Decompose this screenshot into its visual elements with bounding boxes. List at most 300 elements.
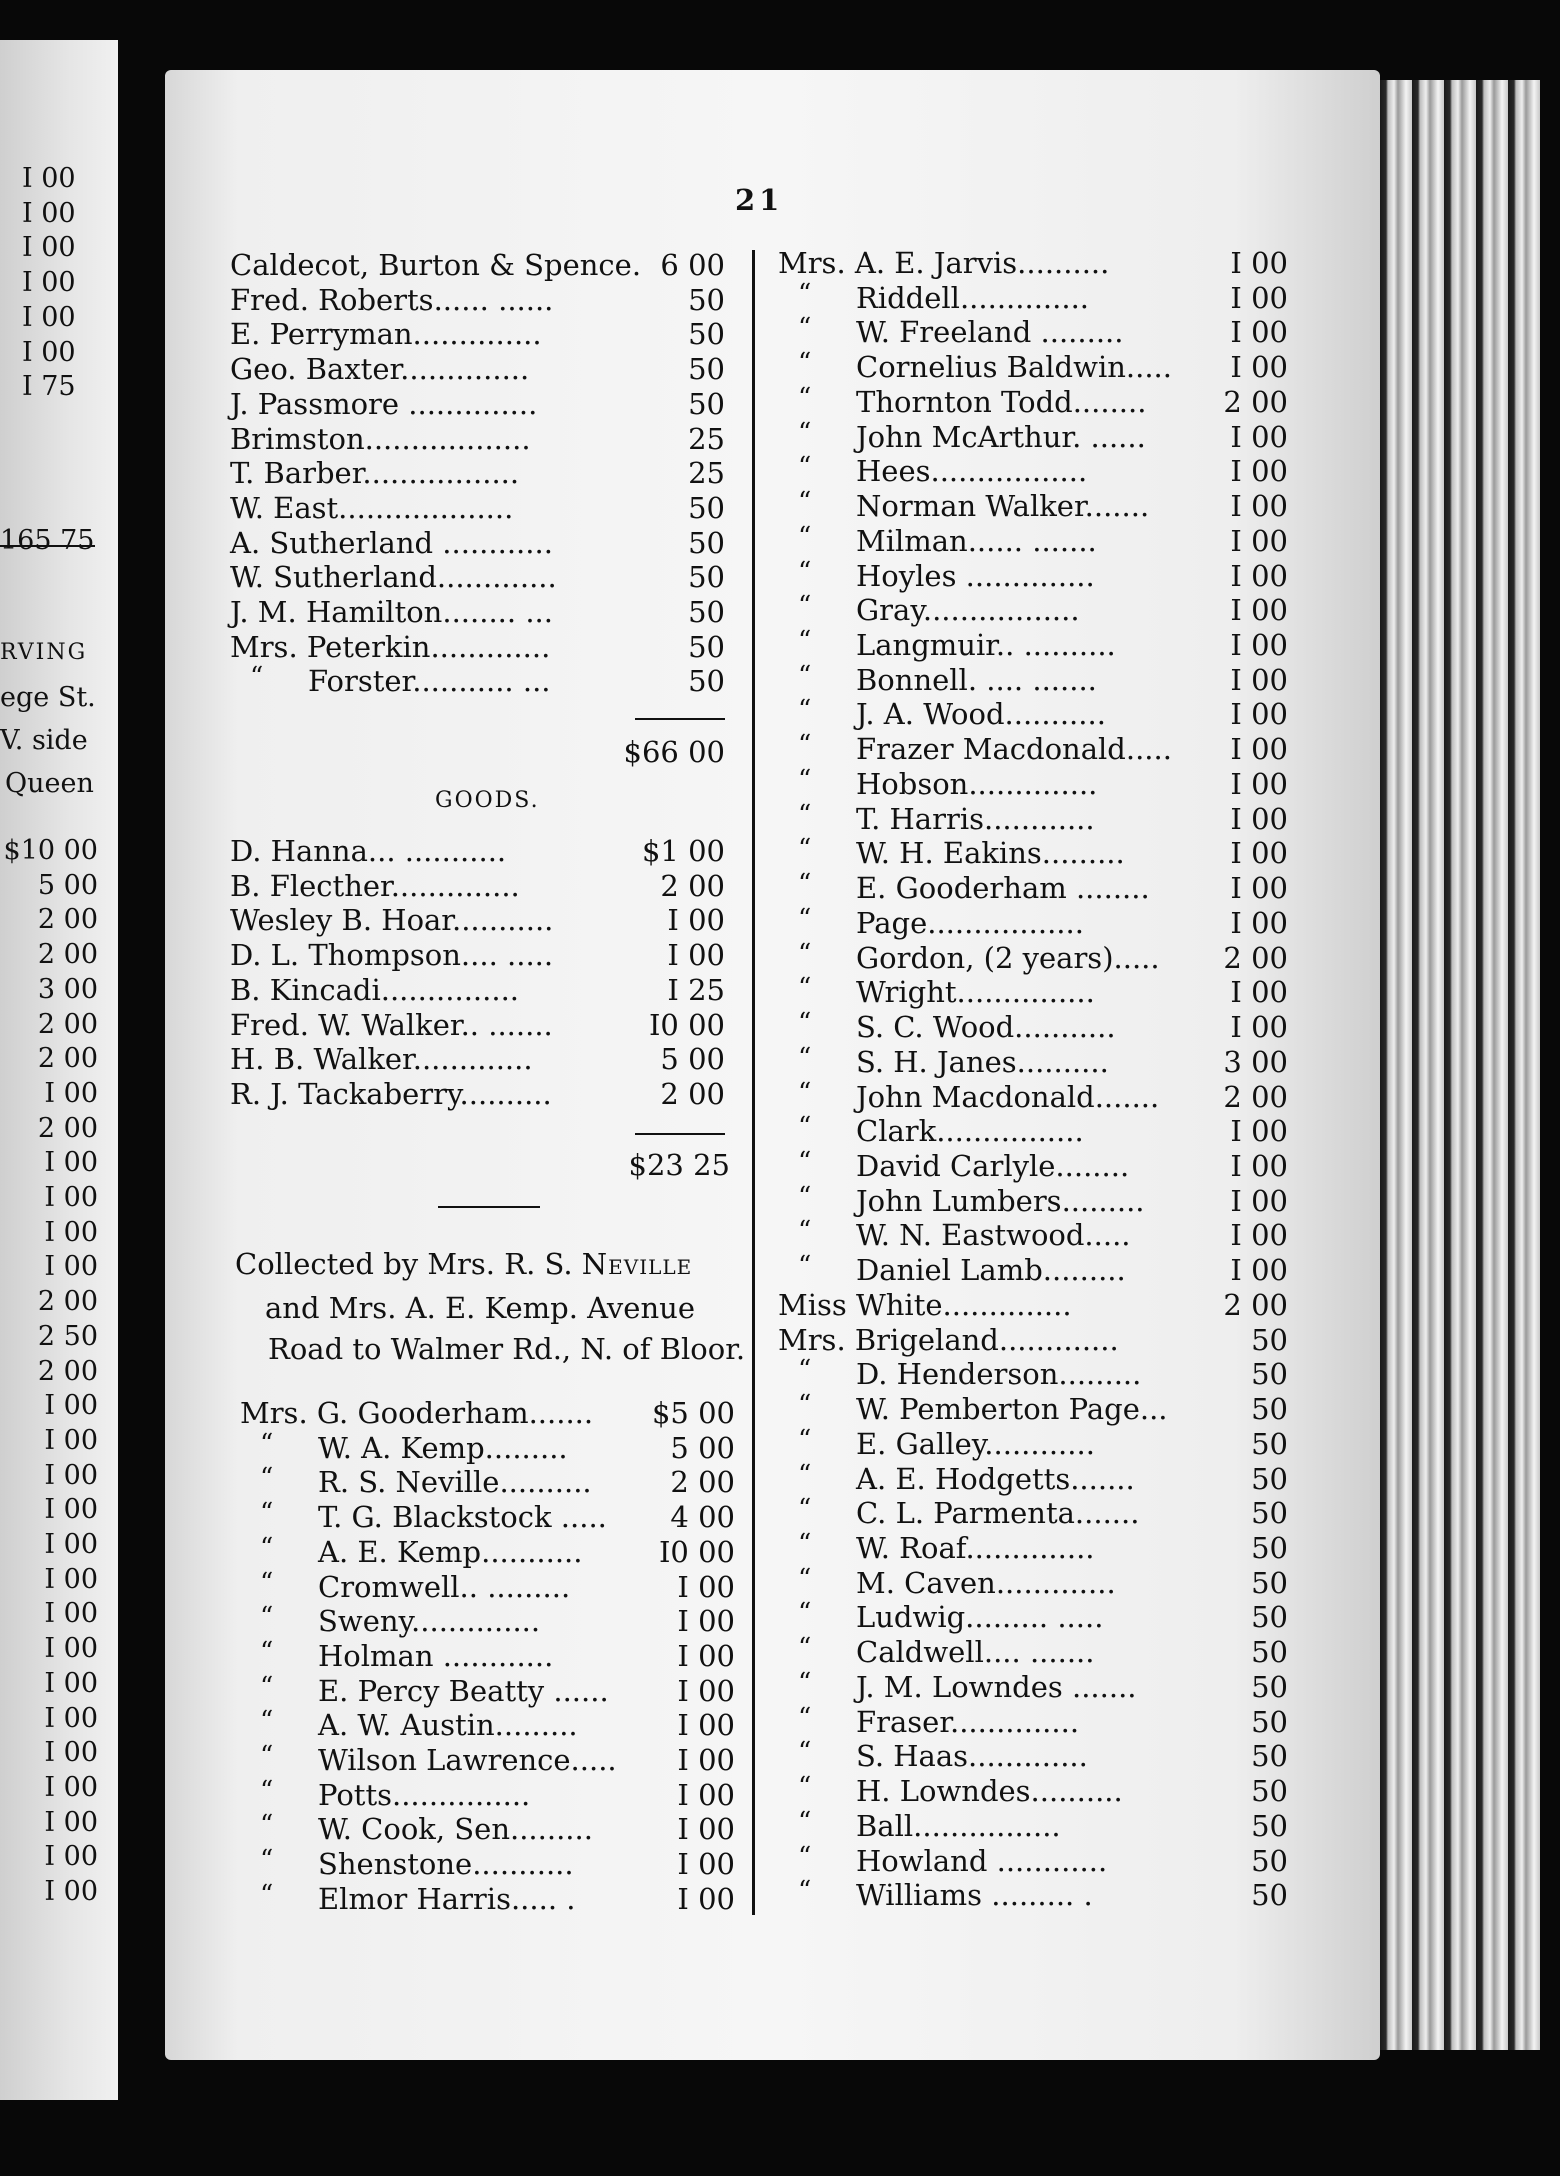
ditto-mark: “ [798, 1667, 812, 1698]
list-item [230, 248, 725, 283]
list-item [240, 1532, 735, 1570]
list-item [778, 1496, 1288, 1531]
ditto-mark: “ [798, 591, 812, 622]
ditto-mark: “ [798, 1494, 812, 1525]
entry-amount: 50 [688, 664, 725, 699]
previous-page-amount: I 00 [22, 336, 76, 368]
previous-page-amount: I 00 [44, 1182, 98, 1213]
entry-amount: I 00 [1230, 1253, 1288, 1288]
ditto-mark: “ [798, 799, 812, 830]
list-item [778, 1806, 1288, 1844]
entry-name: E. Gooderham ........ [856, 871, 1150, 906]
entry-name: W. Freeland ......... [856, 315, 1124, 350]
ditto-mark: “ [798, 869, 812, 900]
entry-amount: I 00 [1230, 454, 1288, 489]
page-edges [1380, 80, 1540, 2050]
entry-name: Caldecot, Burton & Spence. [230, 248, 642, 282]
ditto-mark: “ [798, 1598, 812, 1629]
entry-amount: 50 [1251, 1531, 1288, 1565]
entry-name: David Carlyle........ [856, 1148, 1130, 1183]
entry-amount: I 25 [667, 972, 725, 1007]
list-item [778, 764, 1288, 802]
previous-page-amount: I 00 [44, 1841, 98, 1873]
total-rule [635, 718, 725, 720]
collected-by-line: Road to Walmer Rd., N. of Bloor. [268, 1332, 746, 1366]
entry-amount: 50 [1251, 1669, 1288, 1704]
entry-name: Caldwell.... ....... [856, 1635, 1095, 1670]
previous-page-amount: I 00 [22, 232, 76, 264]
list-item [240, 1636, 735, 1674]
entry-name: W. Sutherland............. [230, 560, 557, 595]
list-item [230, 456, 725, 491]
list-item [240, 1671, 735, 1709]
entry-amount: 50 [1251, 1600, 1288, 1635]
entry-name: A. E. Hodgetts....... [856, 1461, 1135, 1496]
entry-amount: 50 [1251, 1426, 1288, 1461]
list-item [778, 1077, 1288, 1115]
entry-name: W. Cook, Sen......... [318, 1812, 593, 1847]
entry-amount: I 00 [1230, 1218, 1288, 1253]
entry-name: E. Percy Beatty ...... [318, 1673, 609, 1708]
entry-amount: 2 00 [660, 1076, 725, 1111]
list-item [778, 454, 1288, 489]
entry-amount: 2 00 [1223, 1287, 1288, 1322]
entry-name: Mrs. G. Gooderham....... [240, 1396, 594, 1430]
previous-page-amount: I 75 [22, 371, 76, 403]
list-item [240, 1567, 735, 1605]
collected-by-line [235, 1246, 692, 1283]
ditto-mark: “ [798, 1424, 812, 1455]
list-item [230, 560, 725, 595]
list-item [778, 417, 1288, 455]
entry-name: Norman Walker....... [856, 489, 1150, 524]
total-value: $23 25 [628, 1148, 730, 1182]
entry-amount: I 00 [677, 1812, 735, 1847]
entry-amount: 50 [688, 352, 725, 387]
ditto-mark: “ [798, 348, 812, 379]
previous-page-amount: 2 00 [37, 1043, 98, 1075]
entry-name: Langmuir.. .......... [856, 628, 1116, 663]
entry-amount: I 00 [1230, 350, 1288, 385]
entry-name: W. A. Kemp......... [318, 1430, 568, 1465]
entry-name: Fred. Roberts...... ...... [230, 282, 554, 317]
entry-name: Gordon, (2 years)..... [856, 940, 1160, 975]
list-item [778, 1531, 1288, 1566]
entry-amount: I 00 [677, 1604, 735, 1639]
previous-page-amount: 3 00 [37, 973, 98, 1005]
entry-amount: 5 00 [670, 1430, 735, 1465]
entry-amount: 2 00 [1223, 384, 1288, 419]
previous-page-amount: I 00 [22, 267, 76, 299]
entry-amount: I 00 [1230, 801, 1288, 836]
collector-name: Neville [581, 1247, 693, 1281]
list-item [230, 1042, 725, 1077]
ditto-mark: “ [798, 1251, 812, 1282]
ditto-mark: “ [260, 1706, 274, 1737]
previous-page-amount: I 00 [44, 1633, 98, 1665]
ditto-mark: “ [260, 1567, 274, 1598]
ditto-mark: “ [260, 1428, 274, 1459]
previous-page-amount: I 00 [44, 1390, 98, 1422]
entry-name: Howland ............ [856, 1843, 1108, 1878]
list-item [778, 278, 1288, 316]
ditto-mark: “ [798, 1042, 812, 1073]
previous-page-amount: I 00 [44, 1077, 98, 1109]
list-item [778, 1253, 1288, 1288]
list-item [230, 869, 725, 904]
entry-amount: I 00 [667, 903, 725, 938]
entry-amount: 50 [688, 282, 725, 317]
entry-name: R. J. Tackaberry.......... [230, 1076, 552, 1111]
entry-amount: I 00 [1230, 419, 1288, 454]
entry-amount: 50 [688, 490, 725, 525]
entry-name: H. B. Walker............. [230, 1042, 533, 1077]
ditto-mark: “ [260, 1741, 274, 1771]
entry-name: Clark................ [856, 1114, 1084, 1149]
ditto-mark: “ [260, 1602, 274, 1633]
entry-name: Gray................. [856, 593, 1080, 628]
ditto-mark: “ [798, 660, 812, 691]
entry-amount: 50 [1251, 1461, 1288, 1496]
entry-amount: I 00 [677, 1569, 735, 1604]
list-item [230, 1008, 725, 1043]
entry-amount: I 00 [1230, 871, 1288, 906]
entry-name: Ludwig......... ..... [856, 1600, 1104, 1635]
entry-name: Cornelius Baldwin..... [856, 350, 1172, 385]
entry-name: Daniel Lamb......... [856, 1253, 1126, 1288]
entry-name: C. L. Parmenta....... [856, 1496, 1140, 1531]
list-item [230, 630, 725, 665]
list-item [778, 628, 1288, 663]
list-item [230, 1077, 725, 1112]
entry-amount: I 00 [677, 1743, 735, 1777]
page-number: 21 [735, 183, 784, 217]
previous-page-amount: I 00 [44, 1598, 98, 1630]
previous-page-amount: I 00 [44, 1563, 98, 1595]
collected-by-text: Collected by Mrs. R. S. [235, 1247, 582, 1281]
previous-page-amount: I 00 [44, 1771, 98, 1803]
entry-name: Mrs. Brigeland............. [778, 1322, 1119, 1357]
list-item [778, 799, 1288, 837]
list-item [240, 1604, 735, 1639]
ditto-mark: “ [798, 452, 812, 483]
entry-amount: 50 [1251, 1704, 1288, 1739]
list-item [230, 834, 725, 869]
ditto-mark: “ [260, 1810, 274, 1841]
ditto-mark: “ [798, 1181, 812, 1212]
list-item [778, 1218, 1288, 1253]
previous-page-amount: I 00 [44, 1216, 98, 1248]
entry-name: John McArthur. ...... [856, 419, 1146, 454]
entry-name: Hoyles .............. [856, 558, 1095, 593]
ditto-mark: “ [260, 1845, 274, 1876]
total-amount [560, 1148, 730, 1183]
list-item [778, 1323, 1288, 1358]
entry-amount: 25 [688, 421, 725, 456]
entry-name: D. Henderson......... [856, 1357, 1142, 1392]
list-item [778, 246, 1288, 281]
list-item [240, 1879, 735, 1917]
entry-amount: 50 [1251, 1635, 1288, 1670]
ditto-mark: “ [798, 1008, 812, 1039]
ditto-mark: “ [798, 903, 812, 934]
entry-name: W. East................... [230, 490, 514, 525]
list-item [778, 732, 1288, 767]
entry-amount: I 00 [1230, 1148, 1288, 1183]
total-amount [560, 735, 725, 770]
entry-name: Sweny.............. [318, 1604, 541, 1639]
previous-page-amount: 2 00 [37, 1286, 98, 1318]
ditto-mark: “ [798, 1702, 812, 1733]
previous-page-amount: 2 00 [37, 904, 98, 936]
list-item [778, 1459, 1288, 1497]
ditto-mark: “ [260, 1532, 274, 1563]
ditto-mark: “ [798, 1563, 812, 1594]
list-item [230, 491, 725, 526]
entry-name: M. Caven............. [856, 1565, 1116, 1600]
entry-name: Mrs. A. E. Jarvis.......... [778, 246, 1110, 280]
entry-name: Forster........... ... [308, 664, 551, 699]
ditto-mark: “ [798, 1737, 812, 1768]
list-item [778, 697, 1288, 732]
collected-by-line: and Mrs. A. E. Kemp. Avenue [265, 1291, 695, 1325]
list-item [778, 1635, 1288, 1670]
ditto-mark: “ [798, 1390, 812, 1421]
previous-page-amount: I 00 [44, 1702, 98, 1734]
entry-amount: 50 [1251, 1357, 1288, 1392]
entry-amount: I 00 [1230, 732, 1288, 767]
list-item [778, 1424, 1288, 1462]
list-item [240, 1428, 735, 1466]
list-item [240, 1743, 735, 1778]
ditto-mark: “ [798, 764, 812, 795]
previous-page-amount: I 00 [44, 1459, 98, 1491]
entry-name: Milman...... ....... [856, 523, 1097, 558]
entry-amount: 5 00 [660, 1042, 725, 1077]
list-item [230, 352, 725, 387]
entry-name: S. C. Wood........... [856, 1010, 1116, 1045]
list-item [778, 871, 1288, 906]
list-item [778, 903, 1288, 941]
entry-amount: I 00 [1230, 315, 1288, 350]
entry-name: Thornton Todd........ [856, 384, 1147, 419]
list-item [778, 1288, 1288, 1323]
entry-name: Riddell.............. [856, 280, 1090, 315]
entry-amount: 3 00 [1223, 1044, 1288, 1079]
entry-amount: I 00 [1230, 1114, 1288, 1149]
entry-amount: 50 [1251, 1739, 1288, 1774]
ditto-mark: “ [798, 1806, 812, 1837]
list-item [778, 1739, 1288, 1774]
entry-name: John Lumbers......... [856, 1183, 1145, 1218]
previous-page-amount: 2 00 [37, 1355, 98, 1387]
previous-page-amount: I 00 [44, 1147, 98, 1179]
ditto-mark: “ [798, 1772, 812, 1803]
list-item [778, 1563, 1288, 1601]
previous-page-amount: I 00 [44, 1494, 98, 1526]
previous-page-amount: I 00 [44, 1876, 98, 1907]
list-item [240, 1847, 735, 1882]
ditto-mark: “ [798, 695, 812, 726]
entry-amount: 2 00 [670, 1465, 735, 1500]
entry-name: W. Roaf.............. [856, 1531, 1095, 1565]
entry-amount: I 00 [677, 1638, 735, 1673]
entry-name: Fred. W. Walker.. ....... [230, 1007, 553, 1042]
section-divider [438, 1206, 540, 1208]
previous-page-fragment [0, 40, 118, 2100]
entry-name: A. Sutherland ............ [230, 525, 553, 560]
previous-page-amount: 2 50 [37, 1320, 98, 1352]
ditto-mark: “ [798, 487, 812, 518]
ditto-mark: “ [798, 313, 812, 344]
entry-amount: I 00 [1230, 246, 1288, 280]
entry-amount: 25 [688, 456, 725, 491]
ditto-mark: “ [798, 1841, 812, 1872]
ditto-mark: “ [260, 1671, 274, 1702]
list-item [778, 1146, 1288, 1184]
goods-heading: GOODS. [435, 788, 540, 813]
entry-name: Wright............... [856, 975, 1095, 1010]
ditto-mark: “ [798, 973, 812, 1004]
entry-amount: 6 00 [660, 248, 725, 282]
ditto-mark: “ [798, 1216, 812, 1247]
entry-name: J. M. Lowndes ....... [856, 1669, 1137, 1704]
previous-page-text: RVING [0, 640, 88, 665]
entry-amount: I 00 [677, 1708, 735, 1743]
list-item [240, 1465, 735, 1500]
entry-name: Fraser.............. [856, 1704, 1080, 1739]
entry-name: S. H. Janes.......... [856, 1044, 1109, 1079]
entry-name: T. Barber................. [230, 456, 520, 491]
list-item [778, 1181, 1288, 1219]
list-item [778, 1667, 1288, 1705]
list-item [240, 1812, 735, 1847]
ditto-mark: “ [798, 1077, 812, 1108]
list-item [778, 836, 1288, 871]
list-item [240, 1708, 735, 1743]
ditto-mark: “ [250, 662, 264, 693]
entry-name: J. Passmore .............. [230, 386, 538, 421]
list-item [230, 664, 725, 699]
entry-name: A. E. Kemp........... [318, 1534, 583, 1569]
previous-page-amount: I 00 [44, 1251, 98, 1283]
entry-name: Holman ............ [318, 1638, 554, 1673]
list-item [778, 975, 1288, 1010]
previous-page-total: 165 75 [0, 525, 95, 556]
ditto-mark: “ [798, 556, 812, 587]
entry-amount: 50 [1251, 1496, 1288, 1531]
entry-amount: I 00 [1230, 558, 1288, 593]
entry-amount: I 00 [1230, 523, 1288, 558]
list-item [778, 1600, 1288, 1635]
entry-amount: I 00 [1230, 593, 1288, 628]
list-item [778, 521, 1288, 559]
entry-amount: 2 00 [1223, 940, 1288, 975]
list-item [778, 350, 1288, 385]
list-item [778, 315, 1288, 350]
entry-amount: 50 [688, 386, 725, 421]
list-item [230, 317, 725, 352]
list-item [230, 595, 725, 630]
previous-page-amount: I 00 [44, 1424, 98, 1456]
ditto-mark: “ [260, 1498, 274, 1529]
list-item [778, 1774, 1288, 1809]
ditto-mark: “ [798, 1459, 812, 1490]
ditto-mark: “ [798, 1112, 812, 1143]
entry-amount: I 00 [1230, 836, 1288, 871]
entry-name: Frazer Macdonald..... [856, 732, 1172, 767]
entry-amount: I 00 [1230, 662, 1288, 697]
list-item [230, 903, 725, 938]
list-item [240, 1396, 735, 1431]
list-item [778, 1841, 1288, 1879]
list-item [778, 382, 1288, 420]
previous-page-text: ege St. [0, 682, 96, 713]
previous-page-amount: I 00 [44, 1529, 98, 1560]
entry-name: R. S. Neville.......... [318, 1465, 592, 1500]
ditto-mark: “ [798, 626, 812, 657]
entry-amount: 50 [688, 317, 725, 352]
total-value: $66 00 [623, 735, 725, 769]
list-item [778, 1878, 1288, 1913]
entry-amount: 50 [1251, 1843, 1288, 1878]
previous-page-amount: 5 00 [37, 869, 98, 901]
entry-name: W. H. Eakins......... [856, 836, 1125, 871]
entry-amount: 50 [1251, 1322, 1288, 1357]
entry-amount: $5 00 [651, 1396, 735, 1430]
ditto-mark: “ [260, 1879, 274, 1910]
entry-amount: 2 00 [1223, 1079, 1288, 1114]
list-item [230, 973, 725, 1008]
entry-name: Geo. Baxter.............. [230, 352, 530, 387]
entry-amount: I 00 [677, 1881, 735, 1916]
entry-name: John Macdonald....... [856, 1079, 1160, 1114]
entry-amount: 50 [1251, 1774, 1288, 1809]
entry-amount: I 00 [1230, 905, 1288, 940]
entry-name: Potts............... [318, 1777, 531, 1812]
previous-page-text: V. side [0, 725, 88, 756]
entry-name: T. G. Blackstock ..... [318, 1500, 607, 1535]
entry-name: Wesley B. Hoar........... [230, 903, 554, 938]
entry-amount: I 00 [1230, 766, 1288, 801]
entry-amount: I 00 [1230, 975, 1288, 1010]
entry-amount: $1 00 [641, 834, 725, 868]
entry-amount: 50 [1251, 1878, 1288, 1913]
list-item [778, 556, 1288, 594]
list-item [230, 387, 725, 422]
ditto-mark: “ [798, 1633, 812, 1664]
entry-amount: 4 00 [670, 1500, 735, 1535]
entry-name: J. A. Wood........... [856, 697, 1106, 732]
list-item [230, 938, 725, 973]
list-item [778, 1357, 1288, 1392]
previous-page-amount: I 00 [22, 163, 76, 194]
entry-name: Hobson.............. [856, 766, 1098, 801]
ditto-mark: “ [798, 1146, 812, 1177]
ditto-mark: “ [798, 1876, 812, 1907]
ditto-mark: “ [798, 521, 812, 552]
previous-page-amount: I 00 [44, 1667, 98, 1699]
ditto-mark: “ [798, 938, 812, 969]
entry-name: B. Kincadi............... [230, 972, 520, 1007]
ditto-mark: “ [260, 1636, 274, 1667]
entry-name: Elmor Harris..... . [318, 1881, 576, 1916]
entry-amount: 50 [688, 595, 725, 629]
entry-name: S. Haas............. [856, 1739, 1088, 1774]
entry-name: Cromwell.. ......... [318, 1569, 571, 1604]
entry-amount: I 00 [1230, 280, 1288, 315]
entry-amount: I 00 [1230, 697, 1288, 732]
